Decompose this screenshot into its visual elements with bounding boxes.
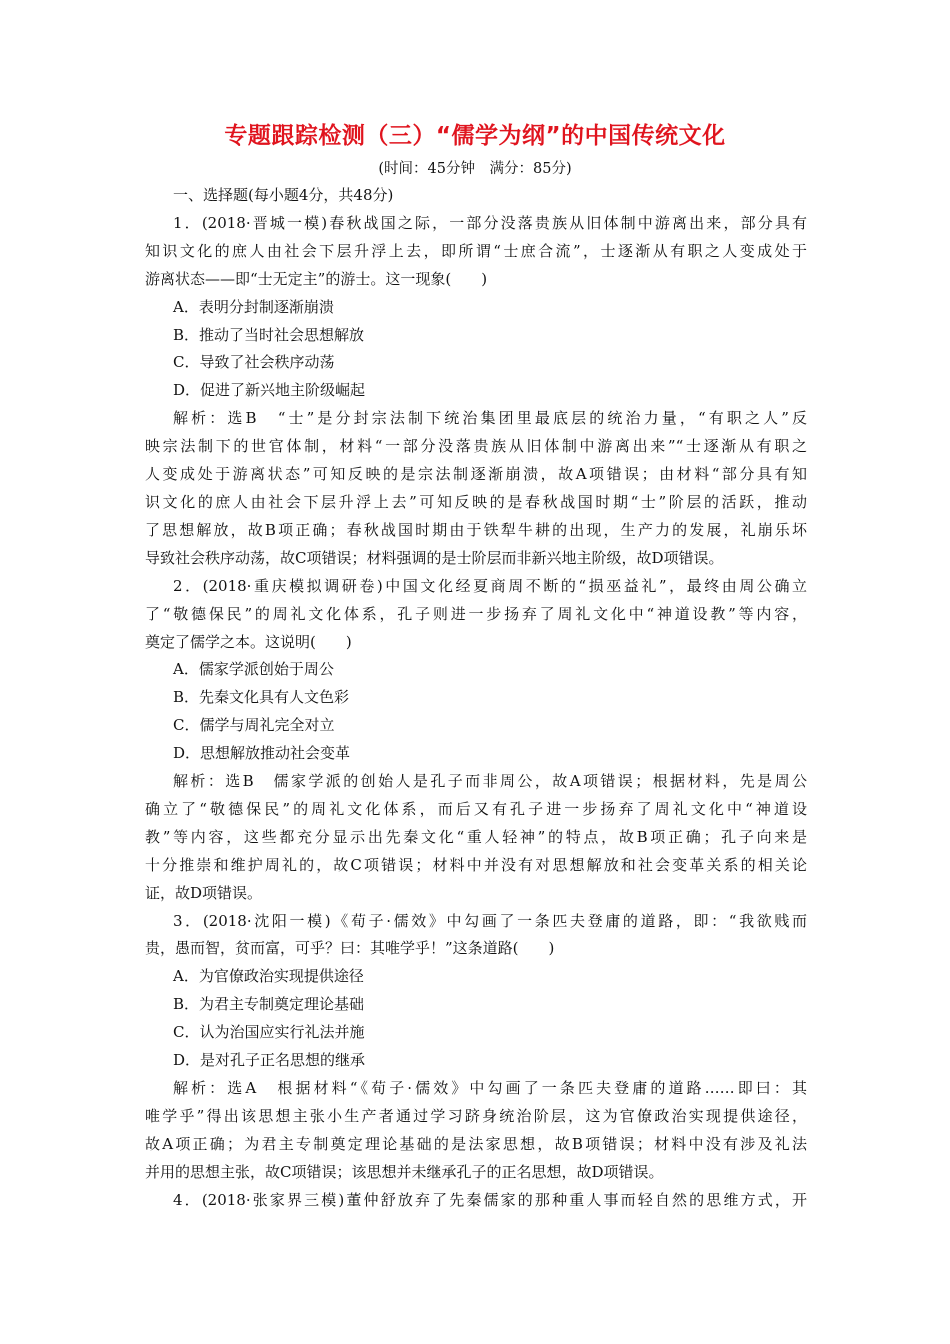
question-1-option-c: C．导致了社会秩序动荡 — [173, 353, 335, 372]
question-1-explanation-line: 识文化的庶人由社会下层升浮上去”可知反映的是春秋战国时期“士”阶层的活跃，推动 — [145, 492, 807, 511]
question-1-explanation-line: 映宗法制下的世官体制，材料“一部分没落贵族从旧体制中游离出来”“士逐渐从有职之 — [145, 437, 807, 456]
question-2-stem-line: 了“敬德保民”的周礼文化体系，孔子则进一步扬弃了周礼文化中“神道设教”等内容， — [145, 604, 807, 623]
question-3-option-d: D．是对孔子正名思想的继承 — [173, 1051, 366, 1070]
section-heading: 一、选择题(每小题4分，共48分) — [173, 186, 394, 204]
question-3 — [145, 908, 807, 1187]
question-1-explanation-line: 了思想解放，故B项正确；春秋战国时期由于铁犁牛耕的出现，生产力的发展，礼崩乐坏 — [145, 520, 807, 539]
question-1-explanation-line: 解析：选B “士”是分封宗法制下统治集团里最底层的统治力量，“有职之人”反 — [173, 409, 807, 428]
question-2-explanation-line: 解析：选B 儒家学派的创始人是孔子而非周公，故A项错误；根据材料，先是周公 — [173, 772, 807, 791]
document-body — [145, 182, 807, 1215]
question-2 — [145, 573, 807, 908]
question-1-option-d: D．促进了新兴地主阶级崛起 — [173, 381, 366, 400]
question-1-explanation-line: 人变成处于游离状态”可知反映的是宗法制逐渐崩溃，故A项错误；由材料“部分具有知 — [145, 465, 807, 484]
page-title: 专题跟踪检测（三）“儒学为纲”的中国传统文化 — [224, 123, 726, 149]
question-2-explanation-line: 十分推崇和维护周礼的，故C项错误；材料中并没有对思想解放和社会变革关系的相关论 — [145, 855, 807, 874]
question-2-option-b: B．先秦文化具有人文色彩 — [173, 688, 350, 707]
question-2-stem-line: 奠定了儒学之本。这说明( ) — [145, 632, 352, 651]
question-3-explanation-line: 唯学乎”得出该思想主张小生产者通过学习跻身统治阶层，这为官僚政治实现提供途径， — [145, 1106, 807, 1125]
question-2-explanation-line: 确立了“敬德保民”的周礼文化体系，而后又有孔子进一步扬弃了周礼文化中“神道设 — [145, 799, 807, 818]
question-3-option-b: B．为君主专制奠定理论基础 — [173, 995, 365, 1014]
question-3-explanation-line: 解析：选A 根据材料“《荀子·儒效》中勾画了一条匹夫登庸的道路……即曰：其 — [173, 1079, 807, 1097]
question-2-option-a: A．儒家学派创始于周公 — [173, 660, 334, 679]
question-4-stem-line: 4．(2018·张家界三模)董仲舒放弃了先秦儒家的那种重人事而轻自然的思维方式，开 — [173, 1190, 807, 1209]
question-3-explanation-line: 故A项正确；为君主专制奠定理论基础的是法家思想，故B项错误；材料中没有涉及礼法 — [145, 1134, 807, 1153]
question-2-option-c: C．儒学与周礼完全对立 — [173, 716, 335, 735]
question-1-stem-line: 1．(2018·晋城一模)春秋战国之际，一部分没落贵族从旧体制中游离出来，部分具有 — [173, 213, 807, 232]
question-1-explanation-line: 导致社会秩序动荡，故C项错误；材料强调的是士阶层而非新兴地主阶级，故D项错误。 — [145, 548, 724, 567]
question-2-explanation-line: 教”等内容，这些都充分显示出先秦文化“重人轻神”的特点，故B项正确；孔子向来是 — [145, 827, 807, 846]
question-3-option-c: C．认为治国应实行礼法并施 — [173, 1023, 365, 1042]
question-1 — [145, 210, 807, 573]
question-1-stem-line: 游离状态——即“士无定主”的游士。这一现象( ) — [145, 269, 488, 288]
question-1-option-b: B．推动了当时社会思想解放 — [173, 325, 365, 344]
question-3-stem-line: 3．(2018·沈阳一模)《荀子·儒效》中勾画了一条匹夫登庸的道路，即：“我欲贱而 — [173, 911, 807, 930]
question-1-option-a: A．表明分封制逐渐崩溃 — [173, 297, 334, 316]
question-1-stem-line: 知识文化的庶人由社会下层升浮上去，即所谓“士庶合流”，士逐渐从有职之人变成处于 — [145, 241, 807, 260]
question-2-option-d: D．思想解放推动社会变革 — [173, 744, 351, 763]
question-4 — [145, 1187, 807, 1215]
question-2-explanation-line: 证，故D项错误。 — [145, 883, 263, 902]
question-2-stem-line: 2．(2018·重庆模拟调研卷)中国文化经夏商周不断的“损巫益礼”，最终由周公确立 — [173, 576, 807, 595]
exam-time-score: (时间：45分钟 满分：85分) — [378, 161, 572, 177]
question-3-stem-line: 贵，愚而智，贫而富，可乎？曰：其唯学乎！”这条道路( ) — [145, 939, 555, 958]
question-3-option-a: A．为官僚政治实现提供途径 — [173, 967, 364, 986]
question-3-explanation-line: 并用的思想主张，故C项错误；该思想并未继承孔子的正名思想，故D项错误。 — [145, 1162, 664, 1181]
